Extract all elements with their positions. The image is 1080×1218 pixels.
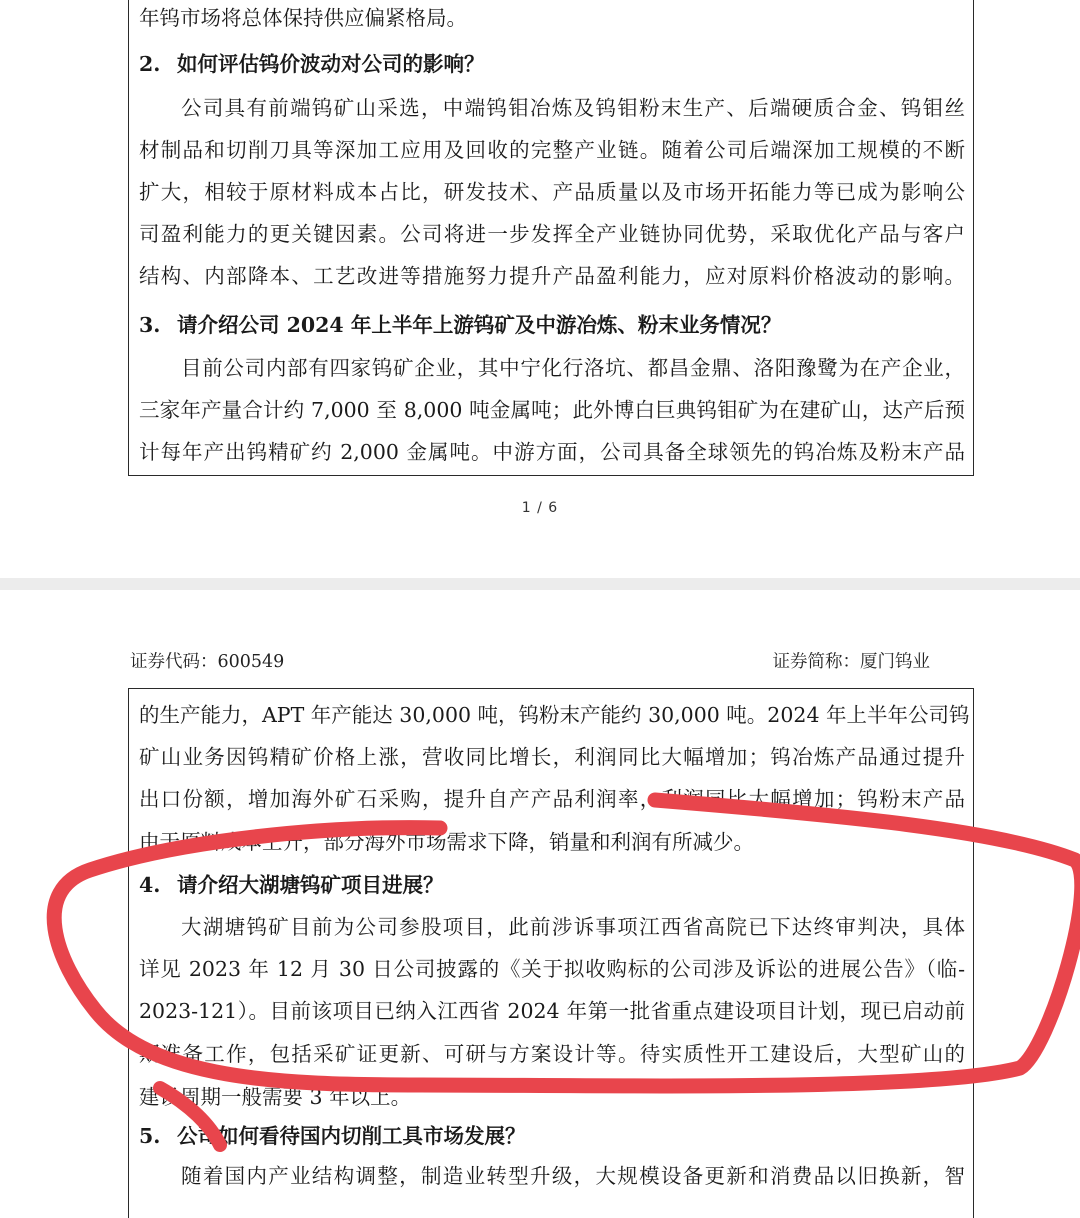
- question-text: 请介绍公司 2024 年上半年上游钨矿及中游冶炼、粉末业务情况？: [177, 313, 782, 337]
- text-line: 材制品和切削刀具等深加工应用及回收的完整产业链。随着公司后端深加工规模的不断: [139, 138, 965, 162]
- question-heading: [139, 871, 965, 899]
- text-line: 详见 2023 年 12 月 30 日公司披露的《关于拟收购标的公司涉及诉讼的进展公告》（临-: [139, 957, 965, 981]
- question-text: 公司如何看待国内切削工具市场发展？: [177, 1124, 526, 1148]
- text-line: 矿山业务因钨精矿价格上涨，营收同比增长，利润同比大幅增加；钨冶炼产品通过提升: [139, 745, 965, 769]
- text-line: 建设周期一般需要 3 年以上。: [139, 1085, 412, 1109]
- question-heading: [139, 1122, 965, 1150]
- text-line: 司盈利能力的更关键因素。公司将进一步发挥全产业链协同优势，采取优化产品与客户: [139, 222, 965, 246]
- text-line: 由于原料成本上升，部分海外市场需求下降，销量和利润有所减少。: [139, 830, 754, 854]
- text-line: 目前公司内部有四家钨矿企业，其中宁化行洛坑、都昌金鼎、洛阳豫鹭为在产企业，: [181, 356, 965, 380]
- page-separator: [0, 578, 1080, 590]
- text-line: 的生产能力，APT 年产能达 30,000 吨，钨粉末产能约 30,000 吨。2024 年上半年公司钨: [139, 703, 970, 727]
- question-text: 如何评估钨价波动对公司的影响？: [177, 52, 485, 76]
- text-line: 年钨市场将总体保持供应偏紧格局。: [139, 6, 467, 30]
- page2-content-box: [128, 688, 974, 1218]
- question-number: 2.: [139, 52, 161, 76]
- text-line: 三家年产量合计约 7,000 至 8,000 吨金属吨；此外博白巨典钨钼矿为在建矿山，达产后预: [139, 398, 965, 422]
- text-line: 公司具有前端钨矿山采选，中端钨钼冶炼及钨钼粉末生产、后端硬质合金、钨钼丝: [181, 96, 965, 120]
- stock-code: 证券代码：600549: [130, 652, 285, 672]
- question-number: 4.: [139, 873, 161, 897]
- text-line: 出口份额，增加海外矿石采购，提升自产产品利润率，利润同比大幅增加；钨粉末产品: [139, 787, 965, 811]
- text-line: 随着国内产业结构调整，制造业转型升级，大规模设备更新和消费品以旧换新，智: [181, 1164, 965, 1188]
- page-number: 1 / 6: [521, 500, 559, 516]
- page1-content-box: [128, 0, 974, 476]
- text-line: 扩大，相较于原材料成本占比，研发技术、产品质量以及市场开拓能力等已成为影响公: [139, 180, 965, 204]
- text-line: 期准备工作，包括采矿证更新、可研与方案设计等。待实质性开工建设后，大型矿山的: [139, 1042, 965, 1066]
- text-line: 大湖塘钨矿目前为公司参股项目，此前涉诉事项江西省高院已下达终审判决，具体: [181, 915, 965, 939]
- text-line: 结构、内部降本、工艺改进等措施努力提升产品盈利能力，应对原料价格波动的影响。: [139, 264, 965, 288]
- text-line: 计每年产出钨精矿约 2,000 金属吨。中游方面，公司具备全球领先的钨冶炼及粉末产品: [139, 440, 965, 464]
- question-number: 5.: [139, 1124, 161, 1148]
- text-line: 2023-121）。目前该项目已纳入江西省 2024 年第一批省重点建设项目计划，现已启动前: [139, 999, 965, 1023]
- question-text: 请介绍大湖塘钨矿项目进展？: [177, 873, 444, 897]
- question-number: 3.: [139, 313, 161, 337]
- question-heading: [139, 50, 965, 78]
- question-heading: [139, 311, 965, 339]
- stock-name: 证券简称：厦门钨业: [772, 652, 930, 672]
